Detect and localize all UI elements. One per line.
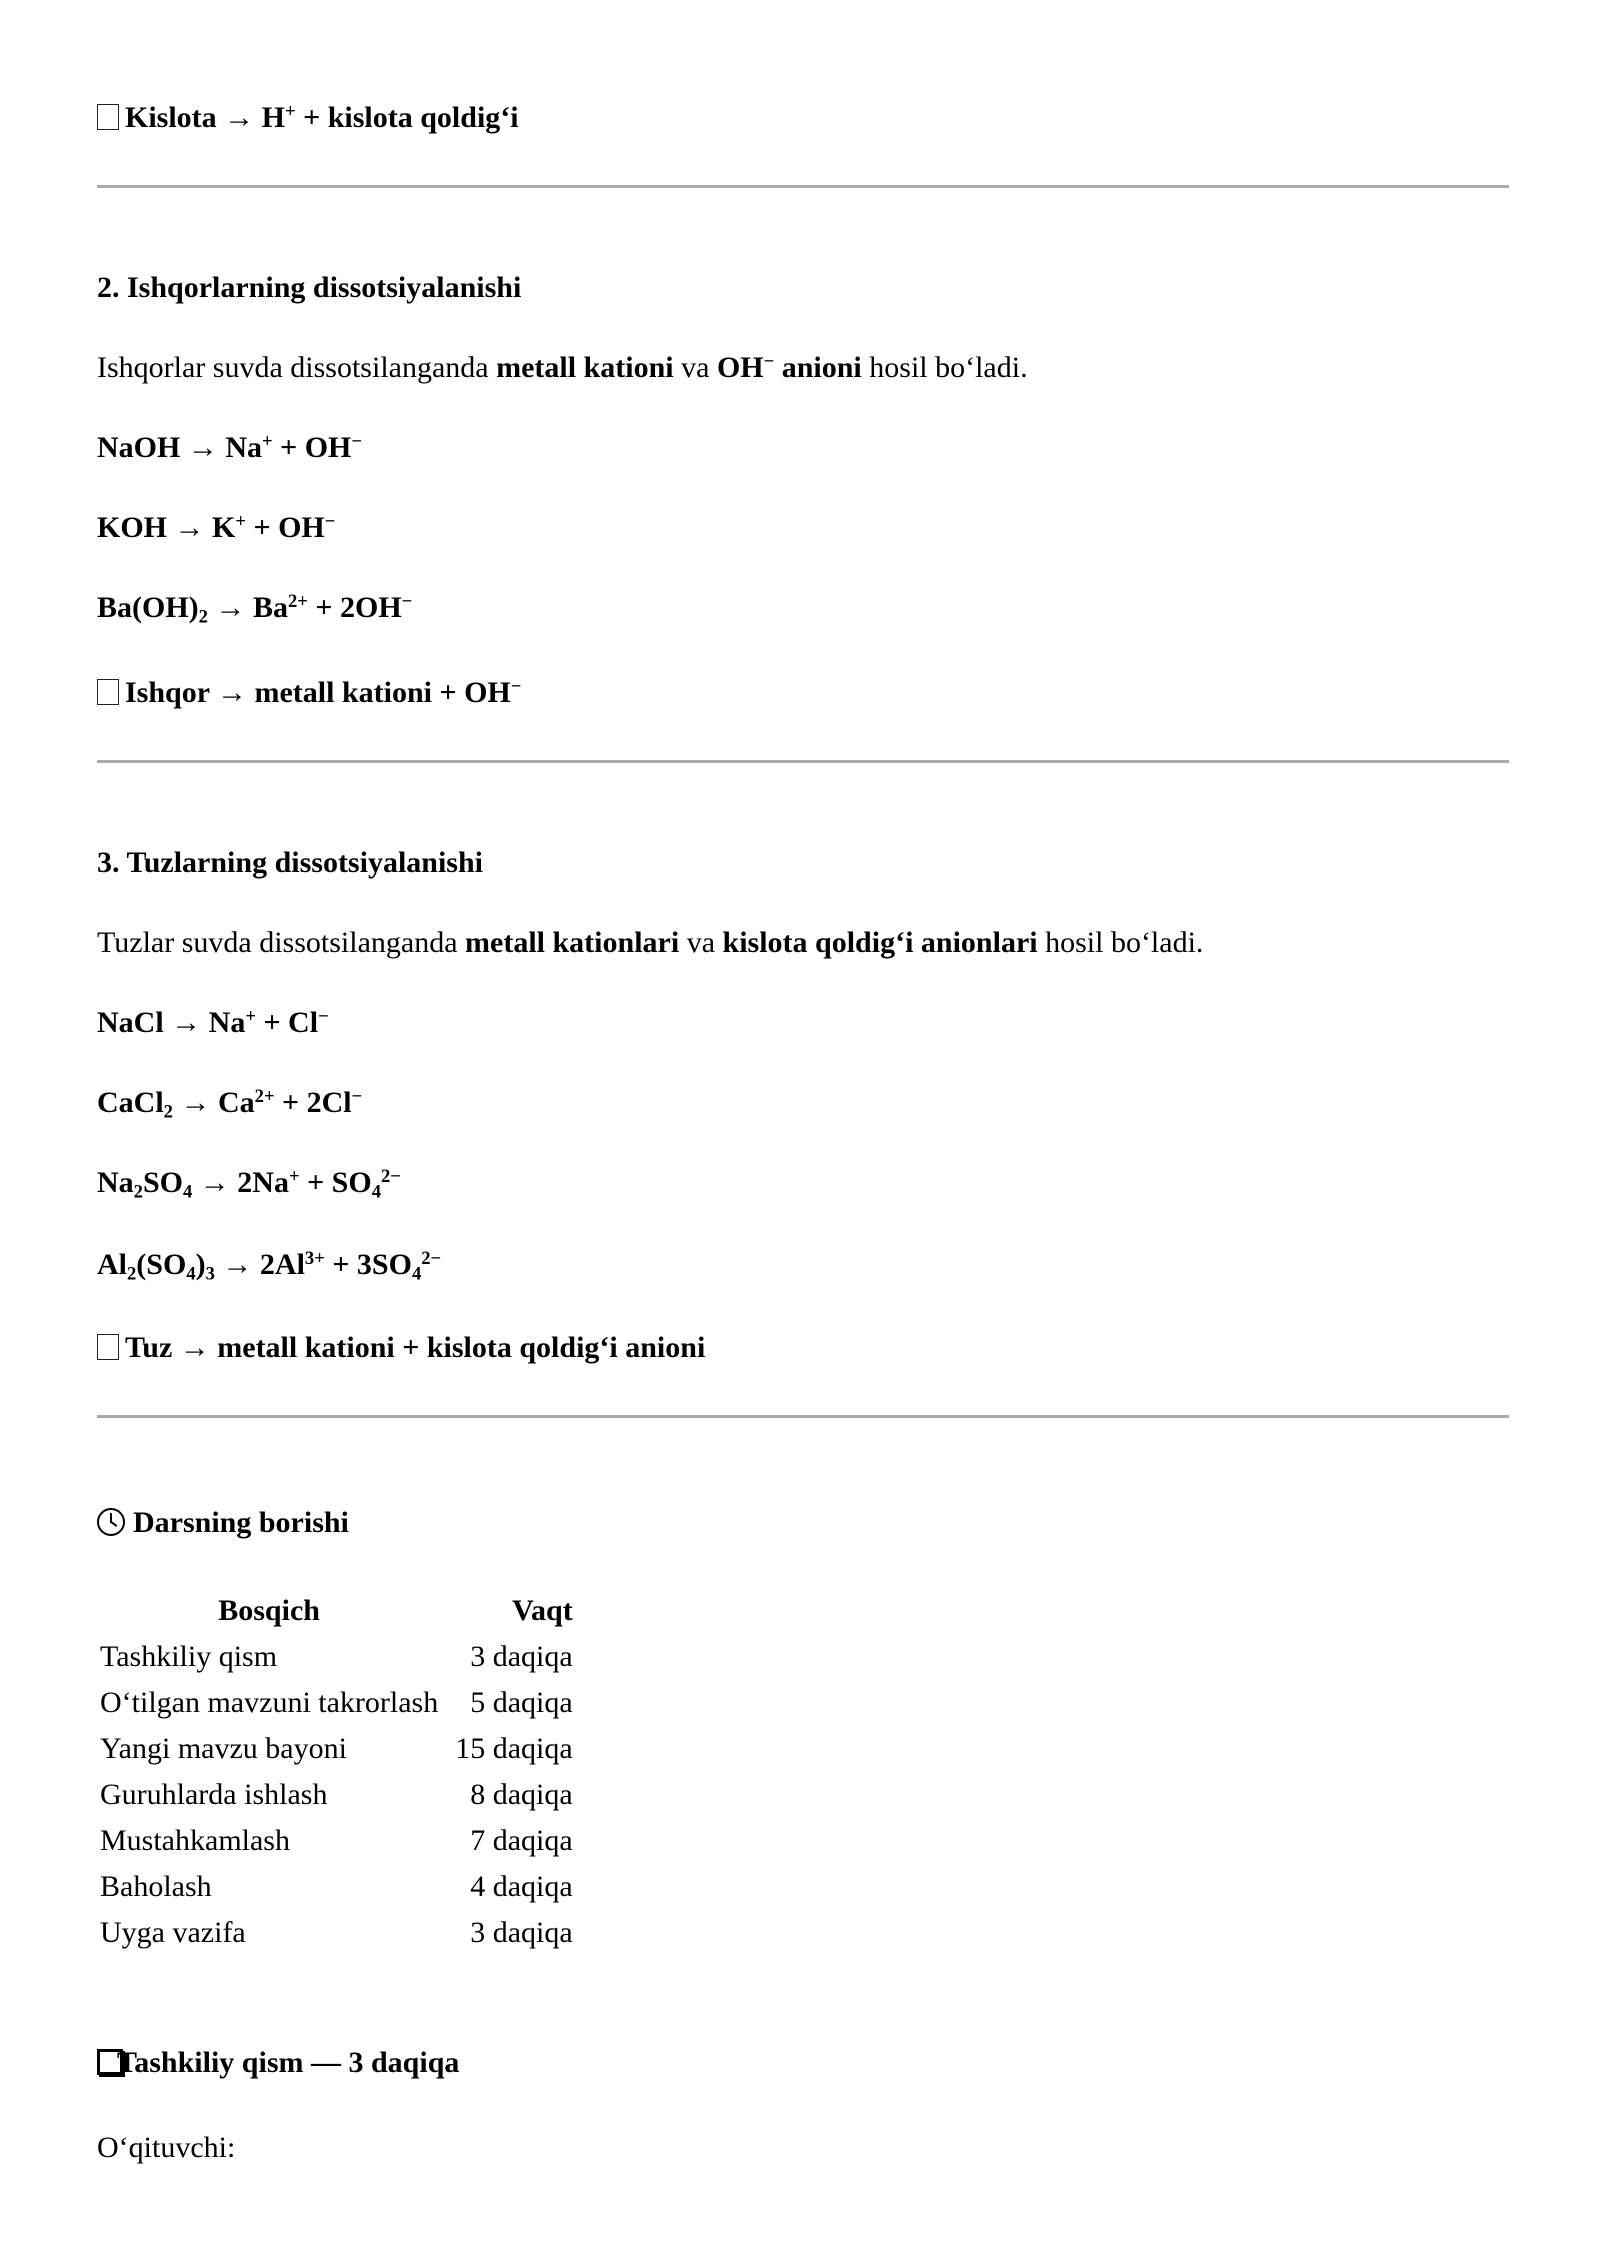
missing-glyph-icon xyxy=(97,1334,119,1360)
equation-nacl: NaCl → Na+ + Cl− xyxy=(97,1005,329,1039)
stage-cell: Guruhlarda ishlash xyxy=(100,1778,328,1811)
time-cell: 3 daqiqa xyxy=(470,1640,573,1673)
stage-cell: Mustahkamlash xyxy=(100,1824,290,1857)
table-row xyxy=(97,1680,576,1726)
missing-glyph-icon xyxy=(97,104,119,130)
lesson-plan-table xyxy=(97,1588,576,1956)
equation-koh: KOH → K+ + OH− xyxy=(97,510,336,544)
time-cell: 7 daqiqa xyxy=(470,1824,573,1857)
divider xyxy=(97,185,1509,188)
time-cell: 8 daqiqa xyxy=(470,1778,573,1811)
stage-cell: Tashkiliy qism xyxy=(100,1640,278,1673)
equation-al2so43: $Al_2(SO_4)_3 \to 2Al^{3+} + 3SO_4^{2-}$ xyxy=(97,1247,442,1285)
table-row xyxy=(97,1910,576,1956)
equation-na2so4: $Na_2SO_4 \to 2Na^+ + SO_4^{2-}$ xyxy=(97,1165,401,1203)
acid-summary: Kislota → H+ + kislota qoldig‘i xyxy=(97,100,519,136)
salt-summary: Tuz → metall kationi + kislota qoldig‘i anioni xyxy=(97,1330,705,1366)
table-row xyxy=(97,1864,576,1910)
clock-icon xyxy=(97,1508,125,1536)
salts-intro: Tuzlar suvda dissotsilanganda metall kationlari va kislota qoldig‘i anionlari hosil bo‘ladi. xyxy=(97,926,1204,959)
column-header-stage: Bosqich xyxy=(218,1594,320,1627)
column-header-time: Vaqt xyxy=(512,1594,573,1627)
divider xyxy=(97,1415,1509,1418)
lesson-plan-heading: Darsning borishi xyxy=(97,1505,349,1541)
missing-glyph-icon xyxy=(97,679,119,705)
stage-cell: O‘tilgan mavzuni takrorlash xyxy=(100,1686,439,1719)
time-cell: 4 daqiqa xyxy=(470,1870,573,1903)
stage-cell: Uyga vazifa xyxy=(100,1916,246,1949)
section-heading-salts: 3. Tuzlarning dissotsiyalanishi xyxy=(97,846,483,879)
table-row xyxy=(97,1772,576,1818)
time-cell: 3 daqiqa xyxy=(470,1916,573,1949)
table-header-row xyxy=(97,1588,576,1634)
base-summary: Ishqor → metall kationi + OH− xyxy=(97,675,521,711)
stage-cell: Yangi mavzu bayoni xyxy=(100,1732,347,1765)
equation-baoh2: $Ba(OH)_2 \to Ba^{2+} + 2OH^-$ xyxy=(97,590,413,628)
time-cell: 15 daqiqa xyxy=(455,1732,573,1765)
stage-cell: Baholash xyxy=(100,1870,212,1903)
divider xyxy=(97,760,1509,763)
section-heading-bases: 2. Ishqorlarning dissotsiyalanishi xyxy=(97,271,522,304)
equation-cacl2: CaCl$_2$ → $Ca^{2+} + 2Cl^-$ xyxy=(97,1085,363,1123)
time-cell: 5 daqiqa xyxy=(470,1686,573,1719)
table-row xyxy=(97,1634,576,1680)
bases-intro: Ishqorlar suvda dissotsilanganda metall kationi va OH− anioni hosil bo‘ladi. xyxy=(97,350,1028,384)
equation-naoh: NaOH → Na+ + OH− xyxy=(97,430,362,464)
table-row xyxy=(97,1818,576,1864)
step-heading: Tashkiliy qism — 3 daqiqa xyxy=(97,2045,459,2081)
teacher-label: O‘qituvchi: xyxy=(97,2131,236,2164)
table-row xyxy=(97,1726,576,1772)
